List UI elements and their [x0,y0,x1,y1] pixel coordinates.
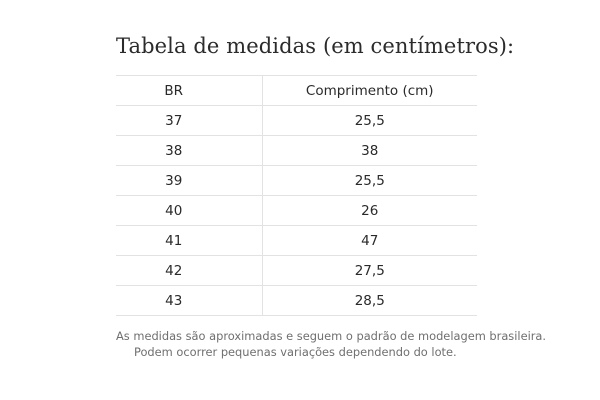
cell-length: 38 [262,136,477,166]
header-br: BR [116,76,262,106]
page-title: Tabela de medidas (em centímetros): [116,34,515,58]
cell-br: 38 [116,136,262,166]
cell-br: 37 [116,106,262,136]
cell-br: 40 [116,196,262,226]
size-table [116,75,477,316]
footnote-line-1: As medidas são aproximadas e seguem o padrão de modelagem brasileira. [116,329,547,343]
table-row [116,256,477,286]
cell-length: 47 [262,226,477,256]
cell-br: 39 [116,166,262,196]
footnote-line-2: Podem ocorrer pequenas variações dependendo do lote. [134,345,457,359]
table-row [116,286,477,316]
cell-br: 41 [116,226,262,256]
cell-length: 26 [262,196,477,226]
table-row [116,196,477,226]
table-row [116,106,477,136]
cell-length: 27,5 [262,256,477,286]
cell-length: 25,5 [262,106,477,136]
cell-length: 28,5 [262,286,477,316]
cell-length: 25,5 [262,166,477,196]
cell-br: 42 [116,256,262,286]
table-row [116,136,477,166]
header-length: Comprimento (cm) [262,76,477,106]
cell-br: 43 [116,286,262,316]
table-header-row [116,76,477,106]
table-row [116,166,477,196]
table-row [116,226,477,256]
